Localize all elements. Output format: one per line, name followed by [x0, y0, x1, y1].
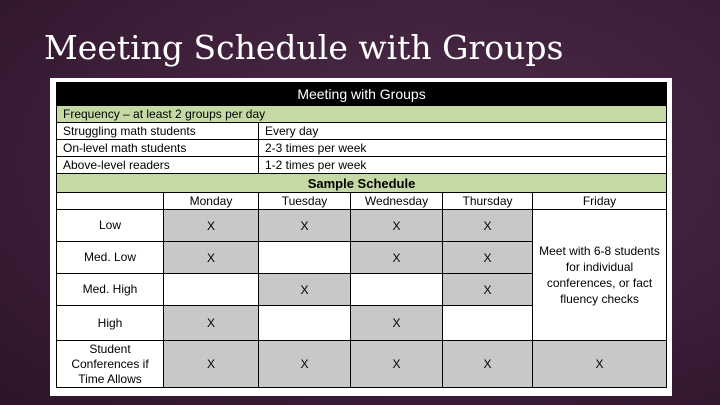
schedule-table-panel: [50, 78, 672, 396]
day-header-tuesday: Tuesday: [259, 193, 351, 210]
day-header-friday: Friday: [533, 193, 667, 210]
mark-cell: X: [259, 341, 351, 388]
day-header-row: [57, 193, 667, 210]
slide-title: Meeting Schedule with Groups: [44, 28, 564, 67]
mark-cell: X: [443, 242, 533, 274]
mark-cell: [351, 274, 443, 306]
frequency-group: Struggling math students: [57, 123, 259, 140]
frequency-heading: Frequency – at least 2 groups per day: [57, 106, 667, 123]
mark-cell: [164, 274, 259, 306]
frequency-row: [57, 140, 667, 157]
mark-cell: [259, 242, 351, 274]
group-label: Student Conferences if Time Allows: [57, 341, 164, 388]
friday-note: Meet with 6-8 students for individual conferences, or fact fluency checks: [533, 210, 667, 341]
schedule-table: [56, 82, 667, 388]
frequency-row: [57, 157, 667, 174]
frequency-group: Above-level readers: [57, 157, 259, 174]
frequency-group: On-level math students: [57, 140, 259, 157]
mark-cell: X: [164, 306, 259, 341]
mark-cell: [443, 306, 533, 341]
day-header-wednesday: Wednesday: [351, 193, 443, 210]
mark-cell: X: [443, 341, 533, 388]
table-header: Meeting with Groups: [57, 83, 667, 106]
mark-cell: X: [443, 210, 533, 242]
day-header-thursday: Thursday: [443, 193, 533, 210]
mark-cell: [259, 306, 351, 341]
mark-cell: X: [351, 242, 443, 274]
mark-cell: X: [443, 274, 533, 306]
mark-cell-friday: X: [533, 341, 667, 388]
frequency-value: Every day: [259, 123, 667, 140]
schedule-row-low: [57, 210, 667, 242]
mark-cell: X: [164, 242, 259, 274]
frequency-value: 2-3 times per week: [259, 140, 667, 157]
mark-cell: X: [351, 210, 443, 242]
corner-cell: [57, 193, 164, 210]
schedule-row-conferences: [57, 341, 667, 388]
mark-cell: X: [259, 210, 351, 242]
mark-cell: X: [351, 306, 443, 341]
frequency-value: 1-2 times per week: [259, 157, 667, 174]
day-header-monday: Monday: [164, 193, 259, 210]
group-label: High: [57, 306, 164, 341]
mark-cell: X: [164, 210, 259, 242]
schedule-heading: Sample Schedule: [57, 174, 667, 193]
frequency-row: [57, 123, 667, 140]
group-label: Med. Low: [57, 242, 164, 274]
mark-cell: X: [259, 274, 351, 306]
group-label: Low: [57, 210, 164, 242]
mark-cell: X: [351, 341, 443, 388]
group-label: Med. High: [57, 274, 164, 306]
mark-cell: X: [164, 341, 259, 388]
